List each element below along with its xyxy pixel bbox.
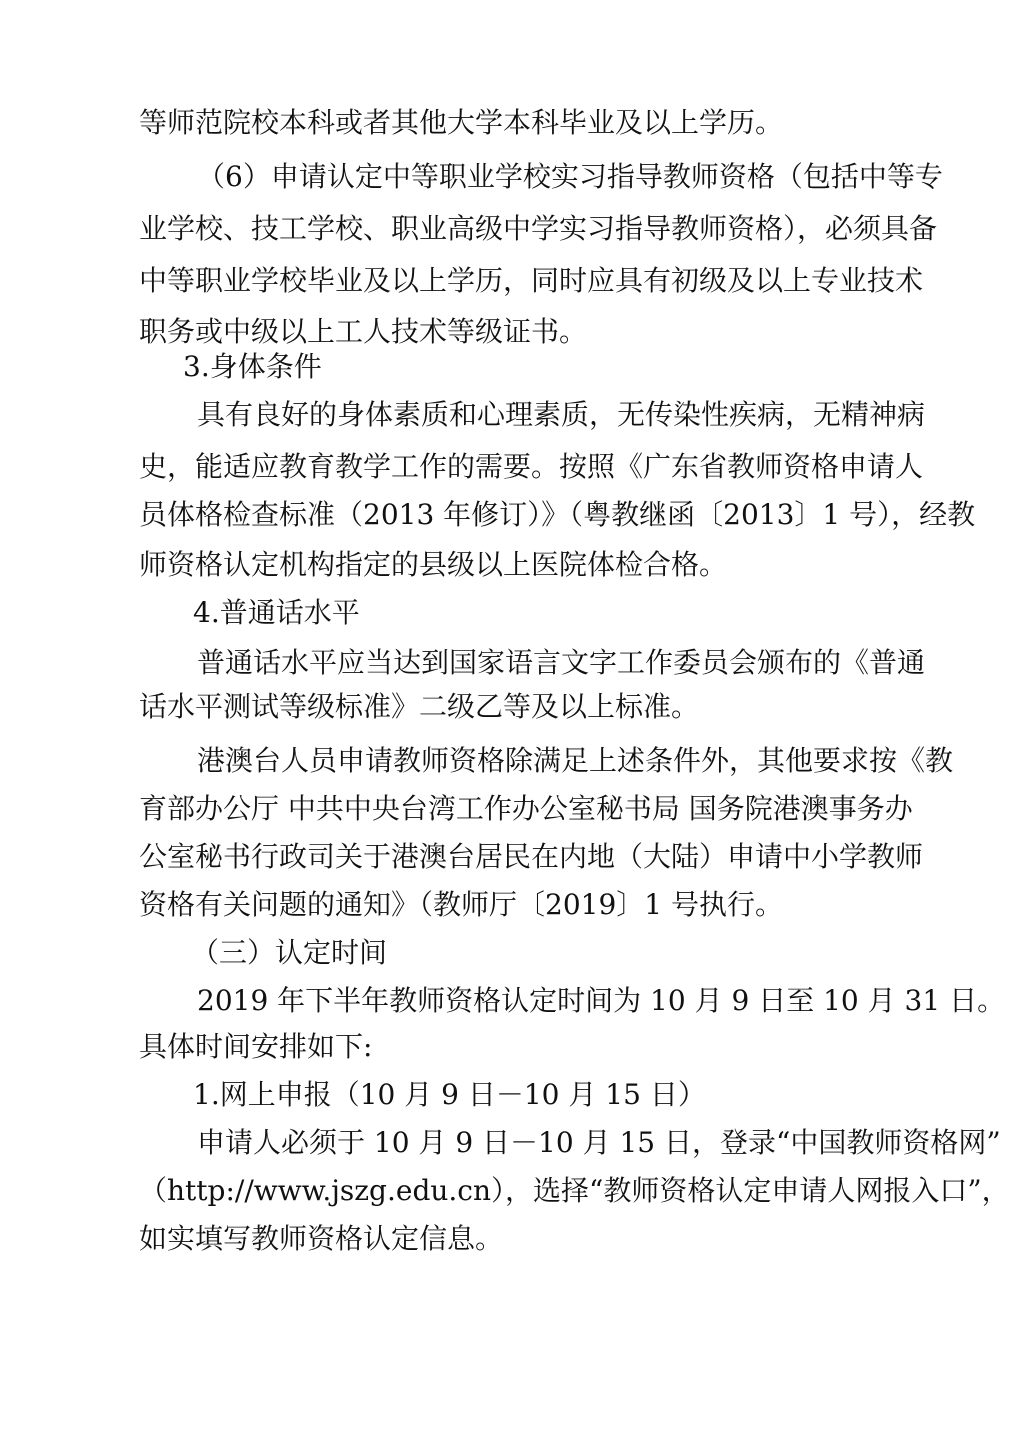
section-heading: 4.普通话水平: [193, 596, 360, 629]
section-heading: 1.网上申报（10 月 9 日－10 月 15 日）: [193, 1078, 706, 1111]
paragraph-line: 中等职业学校毕业及以上学历，同时应具有初级及以上专业技术: [139, 264, 924, 297]
paragraph-line: 2019 年下半年教师资格认定时间为 10 月 9 日至 10 月 31 日。: [197, 984, 1006, 1017]
paragraph-line: 申请人必须于 10 月 9 日－10 月 15 日，登录“中国教师资格网”: [197, 1126, 1001, 1159]
paragraph-line: 如实填写教师资格认定信息。: [139, 1222, 504, 1255]
paragraph-line: 具体时间安排如下:: [139, 1030, 373, 1063]
paragraph-line: 普通话水平应当达到国家语言文字工作委员会颁布的《普通: [197, 646, 926, 679]
paragraph-line: 师资格认定机构指定的县级以上医院体检合格。: [139, 548, 728, 581]
section-heading: 3.身体条件: [183, 350, 322, 383]
paragraph-line: 职务或中级以上工人技术等级证书。: [139, 315, 588, 348]
section-heading: （三）认定时间: [191, 936, 388, 969]
paragraph-line: 话水平测试等级标准》二级乙等及以上标准。: [139, 690, 700, 723]
paragraph-line: 公室秘书行政司关于港澳台居民在内地（大陆）申请中小学教师: [139, 840, 924, 873]
paragraph-line: 具有良好的身体素质和心理素质，无传染性疾病，无精神病: [197, 398, 926, 431]
paragraph-line: 等师范院校本科或者其他大学本科毕业及以上学历。: [139, 106, 784, 139]
paragraph-line: 员体格检查标准（2013 年修订）》（粤教继函〔2013〕1 号），经教: [139, 498, 976, 531]
paragraph-line: （http://www.jszg.edu.cn），选择“教师资格认定申请人网报入口”，: [139, 1174, 1010, 1207]
paragraph-line: 港澳台人员申请教师资格除满足上述条件外，其他要求按《教: [197, 744, 954, 777]
paragraph-line: 育部办公厅 中共中央台湾工作办公室秘书局 国务院港澳事务办: [139, 792, 913, 825]
paragraph-line: 业学校、技工学校、职业高级中学实习指导教师资格），必须具备: [139, 212, 938, 245]
paragraph-line: 史，能适应教育教学工作的需要。按照《广东省教师资格申请人: [139, 450, 924, 483]
paragraph-line: （6）申请认定中等职业学校实习指导教师资格（包括中等专: [197, 160, 943, 193]
paragraph-line: 资格有关问题的通知》（教师厅〔2019〕1 号执行。: [139, 888, 783, 921]
